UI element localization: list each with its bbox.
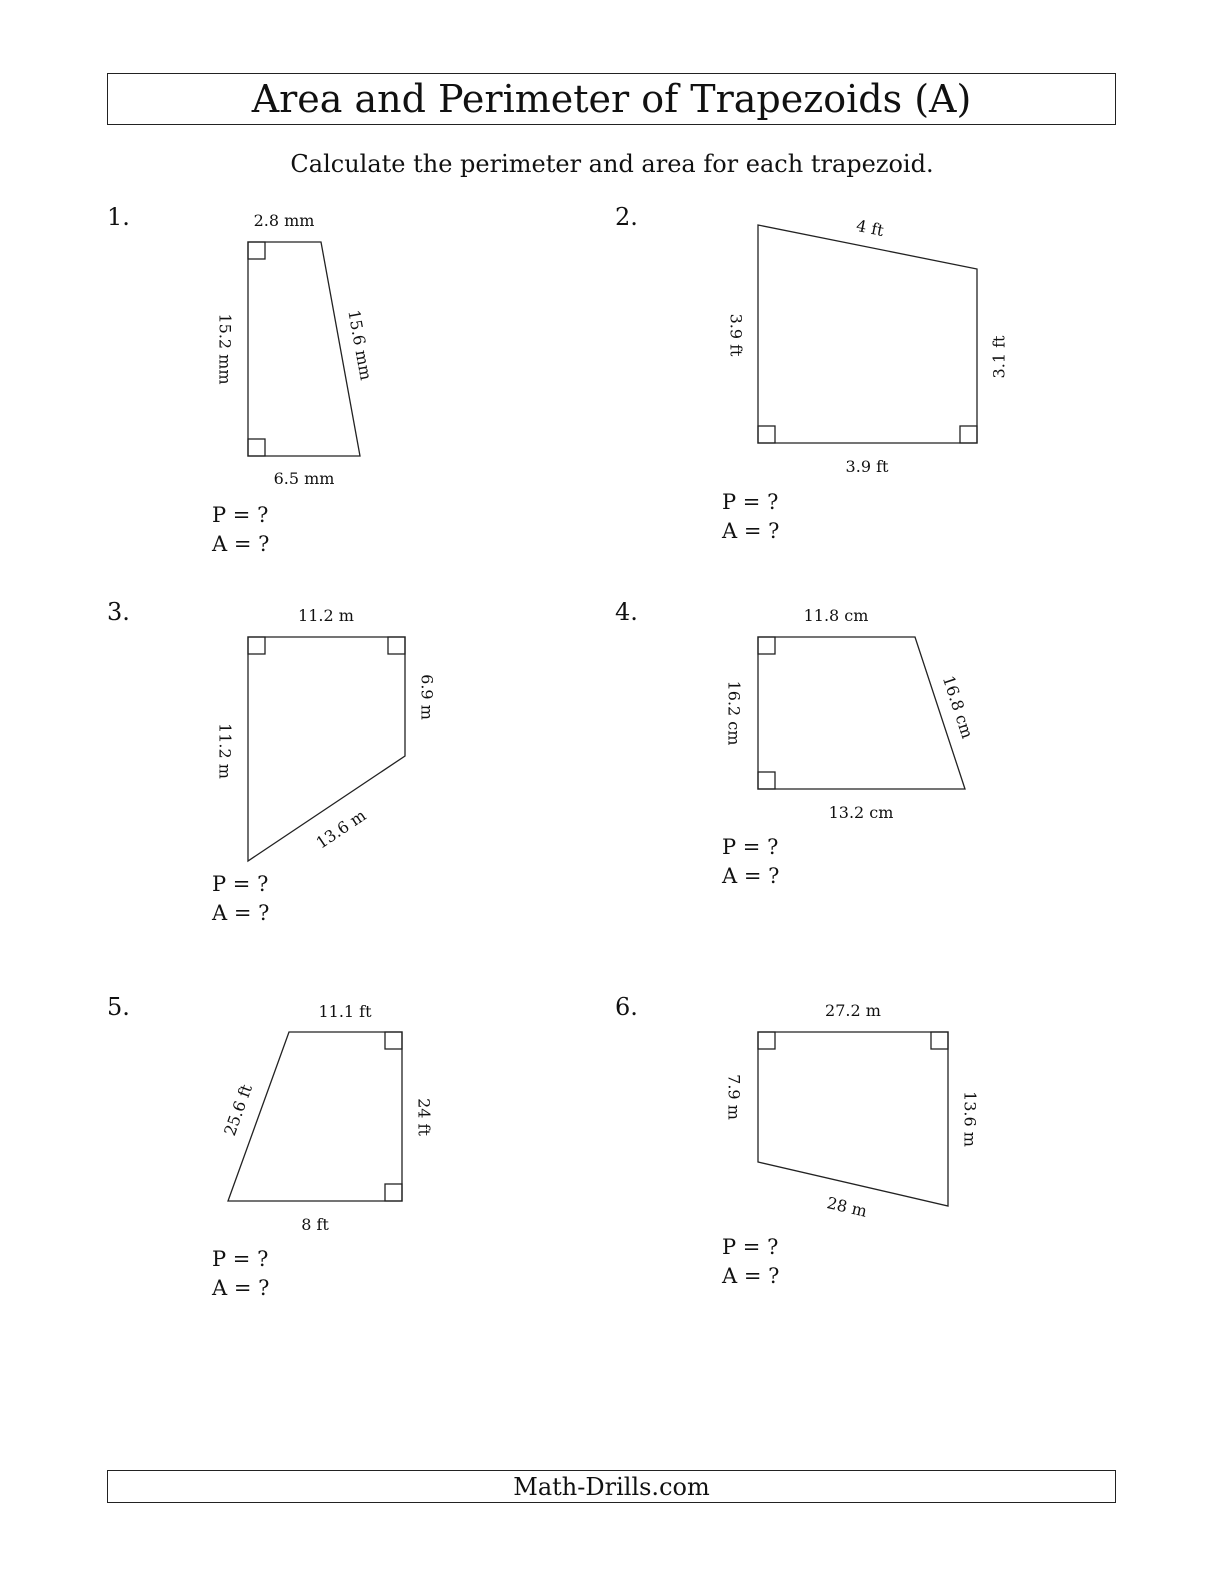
footer: Math-Drills.com — [107, 1470, 1116, 1503]
trapezoid-4 — [758, 637, 965, 789]
side-label: 3.1 ft — [989, 335, 1009, 379]
problem-number-3: 3. — [107, 598, 130, 626]
worksheet-title: Area and Perimeter of Trapezoids (A) — [107, 73, 1116, 125]
side-label: 7.9 m — [724, 1074, 744, 1120]
answer-block-4 — [722, 833, 779, 891]
problem-number-1: 1. — [107, 203, 130, 231]
answer-block-2 — [722, 488, 779, 546]
side-label: 2.8 mm — [253, 211, 315, 230]
side-label: 3.9 ft — [726, 313, 746, 357]
answer-block-6 — [722, 1233, 779, 1291]
side-label: 4 ft — [854, 215, 886, 241]
side-label: 11.8 cm — [803, 606, 869, 625]
problem-number-2: 2. — [615, 203, 638, 231]
perimeter-prompt: P = ? — [212, 503, 269, 527]
right-angle-marker — [385, 1184, 402, 1201]
trapezoid-6 — [758, 1032, 948, 1206]
perimeter-prompt: P = ? — [722, 1235, 779, 1259]
side-label: 13.6 m — [960, 1091, 980, 1147]
right-angle-marker — [758, 637, 775, 654]
side-label: 6.5 mm — [273, 469, 335, 488]
problem-number-5: 5. — [107, 993, 130, 1021]
side-label: 25.6 ft — [220, 1081, 256, 1139]
answer-block-1 — [212, 501, 269, 559]
answer-block-5 — [212, 1245, 269, 1303]
area-prompt: A = ? — [722, 864, 780, 888]
right-angle-marker — [385, 1032, 402, 1049]
answer-block-3 — [212, 870, 269, 928]
right-angle-marker — [758, 426, 775, 443]
trapezoid-2 — [758, 225, 977, 443]
area-prompt: A = ? — [212, 1276, 270, 1300]
side-label: 15.2 mm — [215, 313, 235, 385]
side-label: 27.2 m — [825, 1001, 881, 1020]
perimeter-prompt: P = ? — [722, 490, 779, 514]
side-label: 13.2 cm — [828, 803, 894, 822]
right-angle-marker — [388, 637, 405, 654]
right-angle-marker — [931, 1032, 948, 1049]
side-label: 11.2 m — [215, 723, 235, 779]
side-label: 11.2 m — [298, 606, 354, 625]
side-label: 11.1 ft — [318, 1002, 372, 1021]
side-label: 16.2 cm — [724, 680, 744, 746]
problem-number-4: 4. — [615, 598, 638, 626]
perimeter-prompt: P = ? — [212, 872, 269, 896]
side-label: 8 ft — [301, 1215, 329, 1234]
side-label: 24 ft — [414, 1098, 434, 1136]
side-label: 6.9 m — [417, 674, 437, 720]
side-label: 13.6 m — [312, 805, 370, 853]
side-label: 16.8 cm — [938, 673, 978, 741]
side-label: 28 m — [825, 1193, 869, 1221]
instructions: Calculate the perimeter and area for each trapezoid. — [290, 150, 934, 178]
right-angle-marker — [248, 439, 265, 456]
side-label: 15.6 mm — [344, 308, 376, 382]
right-angle-marker — [248, 242, 265, 259]
trapezoid-5 — [228, 1032, 402, 1201]
right-angle-marker — [248, 637, 265, 654]
area-prompt: A = ? — [722, 1264, 780, 1288]
area-prompt: A = ? — [722, 519, 780, 543]
right-angle-marker — [758, 1032, 775, 1049]
perimeter-prompt: P = ? — [722, 835, 779, 859]
side-label: 3.9 ft — [845, 457, 889, 476]
trapezoid-1 — [248, 242, 360, 456]
right-angle-marker — [758, 772, 775, 789]
area-prompt: A = ? — [212, 901, 270, 925]
area-prompt: A = ? — [212, 532, 270, 556]
problem-number-6: 6. — [615, 993, 638, 1021]
right-angle-marker — [960, 426, 977, 443]
perimeter-prompt: P = ? — [212, 1247, 269, 1271]
